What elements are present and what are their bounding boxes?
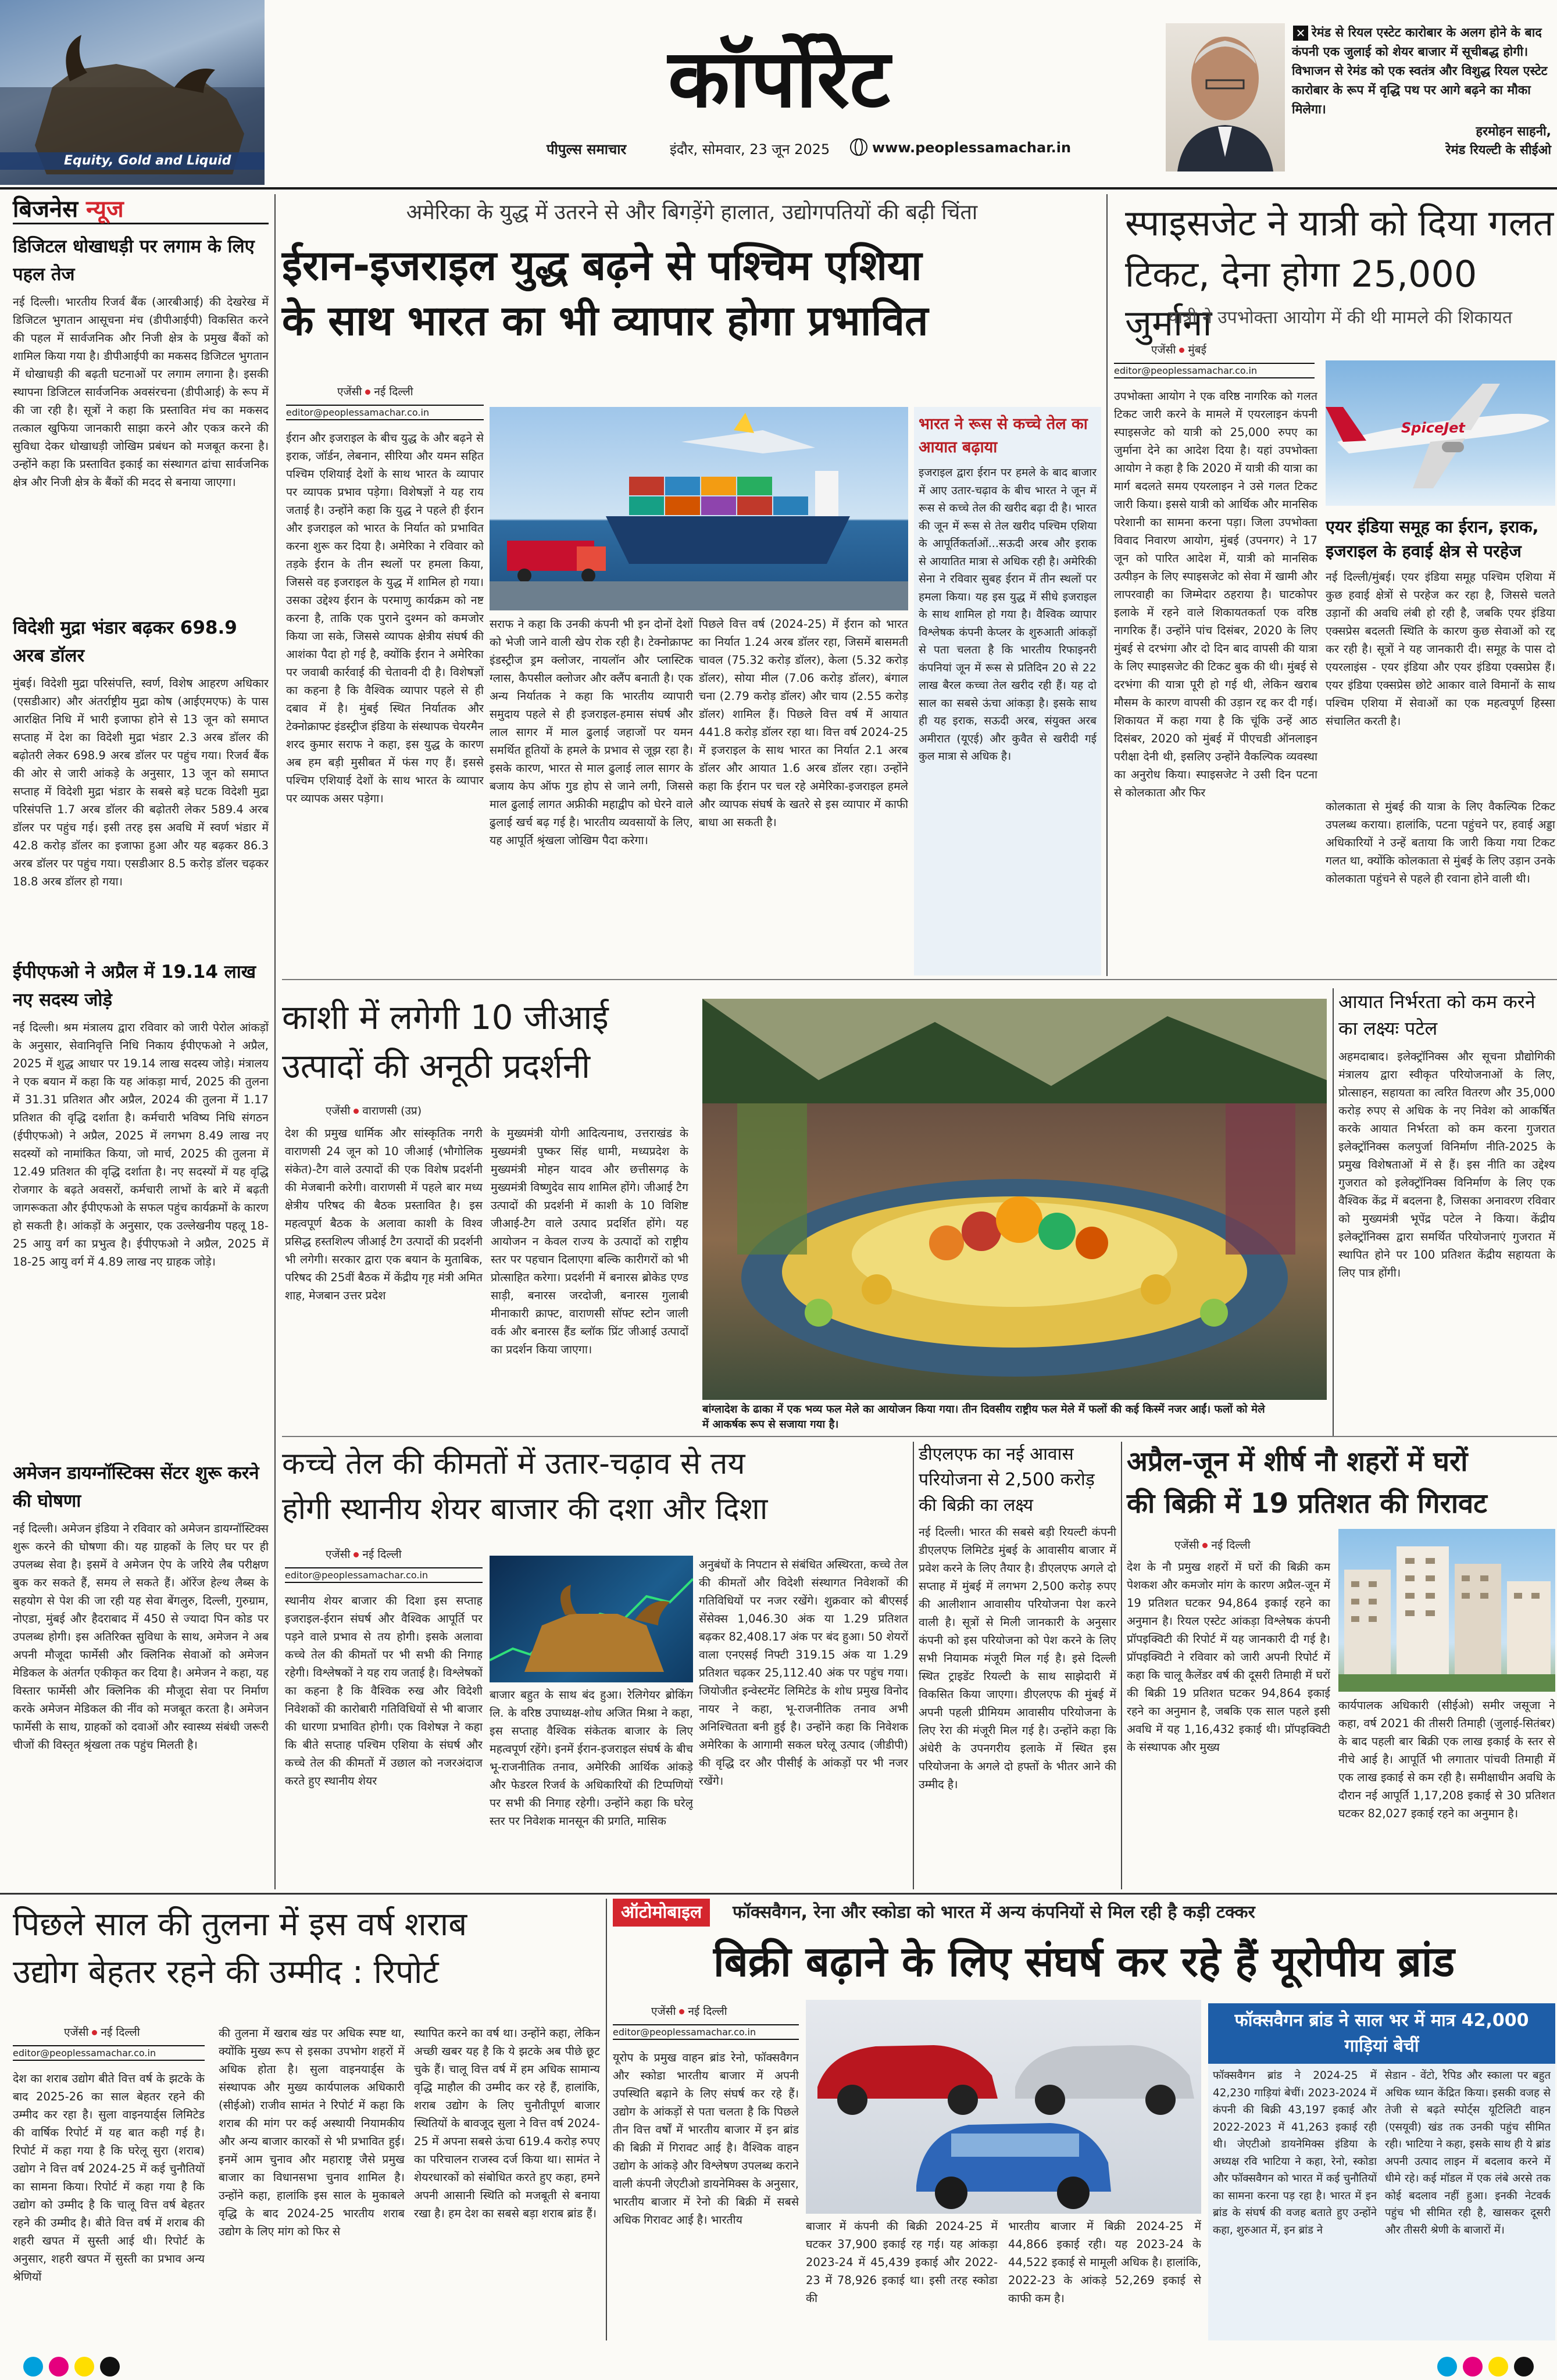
crude-col-1: स्थानीय शेयर बाजार की दिशा इस सप्ताह इजराइल-ईरान संघर्ष और वैश्विक आपूर्ति पर पड़ने वाले प्रभाव से तय होगी। इसके अलावा कच्चे तेल की कीमतों पर भी सभी की निगाह रहेगी। विश्लेषकों ने यह राय जताई है। विश्लेषकों का कहना है कि वैश्विक रुख और विदेशी निवेशकों की कारोबारी गतिविधियों से भी बाजार की धारणा प्रभावित होगी। एक विशेषज्ञ ने कहा कि बीते सप्ताह पश्चिम एशिया के संघर्ष और कच्चे तेल की कीमतों में उछाल को नजरअंदाज करते हुए स्थानीय शेयर [285, 1594, 483, 1788]
masthead-dateline: इंदौर, सोमवार, 23 जून 2025 [670, 141, 830, 158]
byline-agency: एजेंसी [326, 1548, 351, 1561]
registration-mark-icon [49, 2357, 69, 2377]
byline-city: वाराणसी (उप्र) [362, 1105, 422, 1117]
quote-author-name: हरमोहन साहनी, [1476, 124, 1551, 139]
liquor-byline [64, 2024, 140, 2039]
auto-section-tag: ऑटोमोबाइल [613, 1899, 710, 1927]
kashi-col-2: के मुख्यमंत्री योगी आदित्यनाथ, उत्तराखंड के मुख्यमंत्री पुष्कर सिंह धामी, मध्यप्रदेश के मुख्यमंत्री मोहन यादव और छत्तीसगढ़ के मुख्यमंत्री विष्णुदेव साय शामिल होंगे। जीआई टैग उत्पादों की प्रदर्शनी में काशी के 10 विशिष्ट जीआई-टैग वाले उत्पाद प्रदर्शित होंगे। यह आयोजन न केवल राज्य के उत्पादों को राष्ट्रीय स्तर पर पहचान दिलाएगा बल्कि कारीगरों को भी प्रोत्साहित करेगा। प्रदर्शनी में बनारस ब्रोकेड एण्ड साड़ी, बनारस जरदोजी, बनारस गुलाबी मीनाकारी क्राफ्ट, वाराणसी सॉफ्ट स्टोन जाली वर्क और बनारस हैंड ब्लॉक प्रिंट जीआई उत्पादों का प्रदर्शन किया जाएगा। [491, 1127, 688, 1356]
left-story-amazon-diagnostics [13, 1459, 269, 1889]
import-reliance-story [1338, 988, 1555, 1436]
market-bull-photo [0, 0, 265, 185]
registration-mark-icon [1514, 2357, 1534, 2377]
fruit-fair-photo [702, 999, 1327, 1400]
masthead-paper-name: पीपुल्स समाचार [547, 141, 627, 158]
fruit-fair-caption-line-1: बांग्लादेश के ढाका में एक भव्य फल मेले का आयोजन किया गया। तीन दिवसीय राष्ट्रीय फल मेले में फलों की कई किस्में नजर आईं। फलों को मेले [702, 1403, 1265, 1416]
buildings-illustration [1338, 1529, 1555, 1692]
upper-band-divider [282, 979, 1557, 980]
dlf-body: नई दिल्ली। भारत की सबसे बड़ी रियल्टी कंपनी डीएलएफ लिमिटेड मुंबई के आवासीय बाजार में प्रवेश करने के लिए तैयार है। डीएलएफ अगले दो सप्ताह में मुंबई में लगभग 2,500 करोड़ रुपए की आलीशान आवासीय परियोजना पेश करने वाली है। सूत्रों से मिली जानकारी के अनुसार कंपनी को इस परियोजना को पेश करने के लिए सभी नियामक मंजूरी मिल गई है। इसे दिल्ली स्थित ट्राइडेंट रियल्टी के साथ साझेदारी में विकसित किया जाएगा। डीएलएफ की मुंबई में अपनी पहली प्रीमियम आवासीय परियोजना के लिए रेरा की मंजूरी मिल गई है। उन्होंने कहा कि अंधेरी के उपनगरीय इलाके में स्थित इस परियोजना के अगले दो हफ्तों के भीतर आने की उम्मीद है। [919, 1525, 1116, 1791]
housing-col-2: कार्यपालक अधिकारी (सीईओ) समीर जसूजा ने कहा, वर्ष 2021 की तीसरी तिमाही (जुलाई-सितंबर) के बाद पहली बार बिक्री एक लाख इकाई के स्तर से नीचे आई है। आपूर्ति भी लगातार पांचवी तिमाही में एक लाख इकाई से कम रही है। समीक्षाधीन अवधि के दौरान नई आपूर्ति 1,17,208 इकाई से 30 प्रतिशत घटकर 82,027 इकाई रहने का अनुमान है। [1338, 1699, 1555, 1820]
lead-email[interactable]: editor@peoplessamachar.co.in [286, 405, 484, 420]
oil-box-body: इजराइल द्वारा ईरान पर हमले के बाद बाजार में आए उतार-चढ़ाव के बीच भारत ने जून में रूस से कच्चे तेल की खरीद बढ़ा दी है। भारत की जून में रूस से तेल खरीद पश्चिम एशिया के आपूर्तिकर्ताओं...सऊदी अरब और इराक से आयातित मात्रा से अधिक रही है। अमेरिकी सेना ने रविवार सुबह ईरान में तीन स्थलों पर हमला किया। यह इस युद्ध में सीधे इजराइल के साथ शामिल हो गया है। वैश्विक व्यापार विश्लेषक कंपनी केप्लर के शुरुआती आंकड़ों से पता चलता है कि भारतीय रिफाइनरी कंपनियां जून में रूस से प्रतिदिन 20 से 22 लाख बैरल कच्चा तेल खरीद रही हैं। यह दो साल का सबसे ऊंचा आंकड़ा है। इसके साथ ही यह इराक, सऊदी अरब, संयुक्त अरब अमीरात (यूएई) और कुवैत से खरीदी गई कुल मात्रा से अधिक है। [919, 466, 1097, 763]
spicejet-headline-line-2: टिकट, देना होगा 25,000 जुर्माना [1125, 253, 1477, 344]
bull-market-photo [490, 1556, 693, 1682]
lead-col-3: पिछले वित्त वर्ष (2024-25) में ईरान को भारत का निर्यात 1.24 अरब डॉलर रहा, जिसमें बासमती चावल (75.32 करोड़ डॉलर), केला (5.32 करोड़ डॉलर), सोया मील (7.06 करोड़ डॉलर), बंगाल चना (2.79 करोड़ डॉलर) और चाय (2.55 करोड़ डॉलर) शामिल हैं। पिछले वित्त वर्ष में आयात 441.8 करोड़ डॉलर रहा था। वित्त वर्ष 2024-25 में इजराइल के साथ भारत का निर्यात 2.1 अरब डॉलर और आयात 1.6 अरब डॉलर रहा। उन्होंने कहा कि ईरान पर चल रहे अमेरिका-इजराइल हमले और व्यापक संघर्ष के खतरे से इस व्यापार में काफी बाधा आ सकती है। [699, 617, 908, 829]
lead-headline-line-1: ईरान-इजराइल युद्ध बढ़ने से पश्चिम एशिया [282, 241, 922, 290]
crude-col-2: बाजार बहुत के साथ बंद हुआ। रेलिगेयर ब्रोकिंग लि. के वरिष्ठ उपाध्यक्ष-शोध अजित मिश्रा ने कहा, इस सप्ताह वैश्विक संकेतक बाजार के लिए महत्वपूर्ण रहेंगे। इनमें ईरान-इजराइल संघर्ष के बीच भू-राजनीतिक तनाव, अमेरिकी आर्थिक आंकड़े और फेडरल रिजर्व के अधिकारियों की टिप्पणियों पर सभी की निगाह रहेगी। उन्होंने कहा कि घरेलू स्तर पर निवेशक मानसून की प्रगति, मासिक [490, 1688, 693, 1828]
left-story-digital-fraud [13, 233, 269, 610]
byline-city: मुंबई [1188, 344, 1206, 356]
left-story-forex-reserves [13, 614, 269, 951]
lead-kicker: अमेरिका के युद्ध में उतरने से और बिगड़ेंगे हालात, उद्योगपतियों की बढ़ी चिंता [406, 201, 978, 224]
air-india-story [1326, 514, 1555, 794]
byline-city: नई दिल्ली [1211, 1539, 1251, 1552]
spicejet-col-2: कोलकाता से मुंबई की यात्रा के लिए वैकल्पिक टिकट उपलब्ध कराया। हालांकि, पटना पहुंचने पर, हवाई अड्डा अधिकारियों ने उन्हें बताया कि जारी किया गया टिकट गलत था, क्योंकि कोलकाता से मुंबई के लिए उड़ान उनके कोलकाता पहुंचने से पहले ही रवाना होने वाली थी। [1326, 800, 1555, 885]
kashi-right-divider [1333, 988, 1334, 1436]
byline-agency: एजेंसी [337, 385, 362, 398]
housing-col-1: देश के नौ प्रमुख शहरों में घरों की बिक्री कम पेशकश और कमजोर मांग के कारण अप्रैल-जून में 19 प्रतिशत घटकर 94,864 इकाई रहने का अनुमान है। रियल एस्टेट आंकड़ा विश्लेषक कंपनी प्रॉपइक्विटी की रिपोर्ट में यह जानकारी दी गई है। प्रॉपइक्विटी ने रविवार को जारी अपनी रिपोर्ट में कहा कि चालू कैलेंडर वर्ष की दूसरी तिमाही में घरों की बिक्री 19 प्रतिशत घटकर 94,864 इकाई रहने का अनुमान है, जबकि एक साल पहले इसी अवधि में यह 1,16,432 इकाई थी। प्रॉपइक्विटी के संस्थापक और मुख्य [1127, 1560, 1330, 1754]
masthead-divider [0, 187, 1557, 190]
auto-kicker: फॉक्सवैगन, रेना और स्कोडा को भारत में अन्य कंपनियों से मिल रही है कड़ी टक्कर [733, 1902, 1255, 1922]
dlf-headline: डीएलएफ का नई आवास परियोजना से 2,500 करोड़ की बिक्री का लक्ष्य [919, 1444, 1095, 1516]
plane-livery-text: SpiceJet [1401, 420, 1465, 436]
dlf-story [919, 1442, 1116, 1889]
byline-dot-icon [92, 2030, 97, 2035]
fruit-fair-caption-line-2: में आकर्षक रूप से सजाया गया है। [702, 1418, 839, 1431]
story-body: नई दिल्ली। भारतीय रिजर्व बैंक (आरबीआई) की देखरेख में डिजिटल भुगतान आसूचना मंच (डीपीआईपी) विकसित करने की पहल में सार्वजनिक और निजी क्षेत्र के प्रमुख बैंकों को शामिल किया गया है। डीपीआईपी का मकसद डिजिटल भुगतान में धोखाधड़ी की बढ़ती घटनाओं पर लगाम लगाना है। इसकी स्थापना डिजिटल सार्वजनिक अवसंरचना (डीपीआई) के रूप में की जा रही है। सूत्रों ने कहा कि प्रस्तावित मंच का मकसद तत्काल खुफिया जानकारी साझा करने और एकत्र करने की सुविधा देकर धोखाधड़ी जोखिम प्रबंधन को मजबूत करना है। उन्होंने कहा कि प्रस्तावित इकाई का संस्थागत ढांचा सार्वजनिक क्षेत्र और निजी क्षेत्र के बैंकों की मदद से बनाया जाएगा। [13, 295, 269, 489]
cars-photo [806, 2000, 1201, 2214]
auto-col-3: भारतीय बाजार में बिक्री 2024-25 में 44,866 इकाई रही। यह 2023-24 के 44,522 इकाई से मामूली अधिक है। हालांकि, 2022-23 के आंकड़े 52,269 इकाई से काफी कम है। [1008, 2220, 1201, 2305]
housing-headline-line-1: अप्रैल-जून में शीर्ष नौ शहरों में घरों [1127, 1446, 1468, 1478]
russia-oil-box [914, 407, 1101, 975]
lower-band-divider [0, 1893, 1557, 1895]
oil-box-headline: भारत ने रूस से कच्चे तेल का आयात बढ़ाया [919, 415, 1088, 456]
byline-agency: एजेंसी [1174, 1539, 1199, 1552]
auto-col-2: बाजार में कंपनी की बिक्री 2024-25 में घटकर 37,900 इकाई रह गई। यह आंकड़ा 2023-24 में 45,439 इकाई और 2022-23 में 78,926 इकाई था। इसी तरह स्कोडा की [806, 2220, 998, 2305]
byline-city: नई दिल्ली [374, 385, 413, 398]
air-india-headline: एयर इंडिया समूह का ईरान, इराक, इजराइल के हवाई क्षेत्र से परहेज [1326, 517, 1539, 561]
left-column-divider [274, 194, 276, 1889]
housing-headline-line-2: की बिक्री में 19 प्रतिशत की गिरावट [1127, 1488, 1487, 1520]
masthead-title: कॉर्पोरेट [668, 31, 890, 126]
globe-icon [850, 138, 867, 156]
center-right-divider [1106, 194, 1108, 976]
byline-dot-icon [365, 389, 370, 395]
apartments-photo [1338, 1529, 1555, 1692]
story-headline: विदेशी मुद्रा भंडार बढ़कर 698.9 अरब डॉलर [13, 617, 237, 666]
story-body: मुंबई। विदेशी मुद्रा परिसंपत्ति, स्वर्ण, विशेष आहरण अधिकार (एसडीआर) और अंतर्राष्ट्रीय मुद्रा कोष (आईएमएफ) के पास आरक्षित निधि में भारी इजाफा होने से 13 जून को समाप्त सप्ताह में देश का विदेशी मुद्रा भंडार 2.3 अरब डॉलर की बढ़ोतरी लेकर 698.9 अरब डॉलर पर पहुंच गया। रिजर्व बैंक की ओर से जारी आंकड़े के अनुसार, 13 जून को समाप्त सप्ताह में विदेशी मुद्रा भंडार के सबसे बड़े घटक विदेशी मुद्रा परिसंपत्ति 1.7 अरब डॉलर की बढ़ोतरी लेकर 589.4 अरब डॉलर पर पहुंच गई। इसी तरह इस अवधि में स्वर्ण भंडार में 42.8 करोड़ डॉलर का इजाफा हुआ और यह बढ़कर 86.3 अरब डॉलर पर पहुंच गया। एसडीआर 8.5 करोड़ डॉलर चढ़कर 18.8 अरब डॉलर हो गया। [13, 677, 269, 888]
spicejet-byline [1151, 342, 1206, 357]
kashi-headline-line-2: उत्पादों की अनूठी प्रदर्शनी [282, 1046, 591, 1086]
cars-illustration [806, 2000, 1201, 2214]
liquor-headline-line-1: पिछले साल की तुलना में इस वर्ष शराब [13, 1906, 467, 1943]
left-story-epfo [13, 958, 269, 1456]
import-reliance-body: अहमदाबाद। इलेक्ट्रॉनिक्स और सूचना प्रौद्योगिकी मंत्रालय द्वारा स्वीकृत परियोजनाओं के लिए, प्रोत्साहन, सहायता का त्वरित वितरण और 35,000 करोड़ रुपए से अधिक के नए निवेश को आकर्षित करके आयात निर्भरता को कम करना गुजरात इलेक्ट्रॉनिक्स कलपुर्जा विनिर्माण नीति-2025 के प्रमुख विशेषताओं में से हैं। इस नीति का उद्देश्य गुजरात को इलेक्ट्रॉनिक्स विनिर्माण के लिए एक वैश्विक केंद्र में बदलना है, जिसका अनावरण रविवार को मुख्यमंत्री भूपेंद्र पटेल ने किया। केंद्रीय इलेक्ट्रॉनिक्स द्वारा समर्थित परियोजनाएं गुजरात में स्थापित होने पर 100 प्रतिशत केंद्रीय सहायता के लिए पात्र होंगी। [1338, 1050, 1555, 1280]
registration-mark-icon [1463, 2357, 1483, 2377]
story-headline: डिजिटल धोखाधड़ी पर लगाम के लिए पहल तेज [13, 236, 255, 285]
registration-mark-icon [1488, 2357, 1508, 2377]
byline-dot-icon [353, 1109, 359, 1114]
dlf-right-divider [1121, 1442, 1122, 1889]
registration-mark-icon [1437, 2357, 1457, 2377]
story-headline: ईपीएफओ ने अप्रैल में 19.14 लाख नए सदस्य जोड़े [13, 962, 256, 1010]
liquor-right-divider [606, 1899, 607, 2340]
byline-agency: एजेंसी [1151, 344, 1176, 356]
byline-agency: एजेंसी [326, 1105, 351, 1117]
air-india-body: नई दिल्ली/मुंबई। एयर इंडिया समूह पश्चिम एशिया में कुछ हवाई क्षेत्रों से परहेज कर रहा है, जिससे चलते उड़ानों की अवधि लंबी हो रही है, जबकि एयर इंडिया एक्सप्रेस बदलती स्थिति के कारण कुछ सेवाओं को रद्द कर रही है। सूत्रों ने यह जानकारी दी। समूह के पास दो एयरलाइंस - एयर इंडिया और एयर इंडिया एक्सप्रेस हैं। एयर इंडिया एक्सप्रेस छोटे आकार वाले विमानों के साथ पश्चिम एशिया में सेवाओं का एक महत्वपूर्ण हिस्सा संचालित करती है। [1326, 570, 1555, 728]
lead-byline [337, 384, 413, 399]
x-social-icon: ✕ [1293, 26, 1308, 41]
byline-city: नई दिल्ली [688, 2005, 727, 2018]
registration-mark-icon [23, 2357, 43, 2377]
auto-byline [651, 2003, 727, 2018]
byline-agency: एजेंसी [651, 2005, 676, 2018]
registration-mark-icon [100, 2357, 120, 2377]
quote-author-role: रेमंड रियल्टी के सीईओ [1445, 143, 1551, 158]
auto-headline: बिक्री बढ़ाने के लिए संघर्ष कर रहे हैं यूरोपीय ब्रांड [713, 1937, 1455, 1986]
volkswagen-box-headline: फॉक्सवैगन ब्रांड ने साल भर में मात्र 42,000 गाड़ियां बेचीं [1208, 2003, 1555, 2064]
registration-mark-icon [74, 2357, 94, 2377]
liquor-headline-line-2: उद्योग बेहतर रहने की उम्मीद : रिपोर्ट [13, 1953, 439, 1991]
spicejet-plane-photo [1326, 360, 1555, 506]
liquor-col-3: स्थापित करने का वर्ष था। उन्होंने कहा, लेकिन अच्छी खबर यह है कि ये झटके अब पीछे छूट चुके हैं। चालू वित्त वर्ष में हम अधिक सामान्य वृद्धि माहौल की उम्मीद कर रहे हैं, हालांकि, शराब उद्योग के लिए चुनौतीपूर्ण बाजार स्थितियों के बावजूद सुला ने वित्त वर्ष 2024-25 में अपना सबसे ऊंचा 619.4 करोड़ रुपए का परिचालन राजस्व दर्ज किया था। सामंत ने शेयरधारकों को संबोधित करते हुए कहा, हमने अपनी आसानी स्थिति को मजबूती से बनाया रखा है। हम देश का सबसे बड़ा शराब ब्रांड हैं। [414, 2027, 600, 2220]
liquor-col-2: की तुलना में खराब खंड पर अधिक स्पष्ट था, क्योंकि मुख्य रूप से इसका उपभोग शहरों में अधिक होता है। सुला वाइनयार्ड्स के संस्थापक और मुख्य कार्यपालक अधिकारी (सीईओ) राजीव सामंत ने रिपोर्ट में कहा कि शराब की मांग पर कई अस्थायी नियामकीय और अन्य बाजार कारकों से भी प्रभावित हुई। इनमें आम चुनाव और महाराष्ट्र जैसे प्रमुख बाजार का विधानसभा चुनाव शामिल है। उन्होंने कहा, हालांकि इस साल के मुकाबले वृद्धि के बाद 2024-25 भारतीय शराब उद्योग के लिए मांग को फिर से [219, 2027, 405, 2238]
lead-col-1: ईरान और इजराइल के बीच युद्ध के और बढ़ने से इराक, जॉर्डन, लेबनान, सीरिया और यमन सहित पश्चिम एशियाई देशों के साथ भारत के व्यापार पर व्यापक प्रभाव पड़ेगा। विशेषज्ञों ने यह राय जताई है। उन्होंने कहा कि युद्ध ने पहले ही ईरान और इजराइल को भारत के निर्यात को प्रभावित करना शुरू कर दिया है। अमेरिका ने रविवार को तड़के ईरान के तीन स्थलों पर हमला किया, जिससे वह इजराइल के युद्ध में शामिल हो गया। उसका उद्देश्य ईरान के परमाणु कार्यक्रम को नष्ट करना है, ताकि एक पुराने दुश्मन को कमजोर किया जा सके, जिससे व्यापक क्षेत्रीय संघर्ष की आशंका पैदा हो गई है, क्योंकि ईरान ने अमेरिका पर जवाबी कार्रवाई की चेतावनी दी है। विशेषज्ञों का कहना है कि वैश्विक व्यापार पहले से ही दबाव में है। मुंबई स्थित निर्यातक और टेक्नोक्राफ्ट इंडस्ट्रीज इंडिया के संस्थापक चेयरमैन शरद कुमार सराफ ने कहा, इस युद्ध के कारण अब हम बड़ी मुसीबत में फंस गए हैं। इससे पश्चिम एशियाई देशों के साथ भारत के व्यापार पर व्यापक असर पड़ेगा। [286, 431, 484, 805]
kashi-col-1: देश की प्रमुख धार्मिक और सांस्कृतिक नगरी वाराणसी 24 जून को 10 जीआई (भौगोलिक संकेत)-टैग वाले उत्पादों की एक विशेष प्रदर्शनी की मेजबानी करेगी। वाराणसी में पहले बार मध्य क्षेत्रीय परिषद की बैठक प्रस्तावित है। इस महत्वपूर्ण बैठक के अलावा काशी के विश्व प्रसिद्ध हस्तशिल्प जीआई टैग उत्पादों की प्रदर्शनी भी लगेगी। सरकार द्वारा एक बयान के मुताबिक, परिषद की 25वीं बैठक में केंद्रीय गृह मंत्री अमित शाह, मेजबान उत्तर प्रदेश [285, 1127, 483, 1302]
story-headline: अमेजन डायग्नॉस्टिक्स सेंटर शुरू करने की घोषणा [13, 1463, 259, 1511]
spicejet-email[interactable]: editor@peoplessamachar.co.in [1114, 363, 1315, 378]
lead-col-2: सराफ ने कहा कि उनकी कंपनी भी इन दोनों देशों को भेजी जाने वाली खेप रोक रही है। टेक्नोक्राफ्ट इंडस्ट्रीज ड्रम क्लोजर, नायलॉन और प्लास्टिक ग्लास, कैपसील क्लोजर और क्लैंप बनाती है। एक अन्य निर्यातक ने कहा कि भारतीय व्यापारी समुदाय पहले से ही इजराइल-हमास संघर्ष और लाल सागर में माल ढुलाई जहाजों पर यमन समर्थित हूतियों के हमले के प्रभाव से जूझ रहा है। इसके कारण, भारत से माल ढुलाई लाल सागर के बजाय केप ऑफ गुड होप से जाने लगी, जिससे माल ढुलाई लागत अफ्रीकी महाद्वीप को घेरने वाले ढुलाई खर्च बढ़ गई है। भारतीय व्यवसायों के लिए, यह आपूर्ति श्रृंखला जोखिम पैदा करेगा। [490, 617, 693, 847]
section-label-business-news [13, 192, 269, 224]
section-label-part-b: न्यूज [78, 196, 124, 223]
spicejet-col-1: उपभोक्ता आयोग ने एक वरिष्ठ नागरिक को गलत टिकट जारी करने के मामले में एयरलाइन कंपनी स्पाइसजेट को यात्री को 25,000 रुपए का जुर्माना देने का आदेश दिया है। यहां उपभोक्ता आयोग ने कहा है कि 2020 में यात्री की यात्रा का मार्ग बदलते समय एयरलाइन ने उसे गलत टिकट जारी किया। इससे यात्री को आर्थिक और मानसिक परेशानी का सामना करना पड़ा। जिला उपभोक्ता विवाद निवारण आयोग, मुंबई (उपनगर) ने 17 जून को पारित आदेश में, यात्री को मानसिक उत्पीड़न के लिए स्पाइसजेट को सेवा में खामी और लापरवाही का जिम्मेदार ठहराया है। घाटकोपर इलाके में रहने वाले शिकायतकर्ता एक वरिष्ठ नागरिक हैं। उन्होंने पांच दिसंबर, 2020 के लिए मुंबई से दरभंगा और दो दिन बाद वापसी की यात्रा के लिए स्पाइसजेट की टिकट बुक की थी। मुंबई से दरभंगा की यात्रा पूरी हो गई थी, लेकिन खराब मौसम के कारण वापसी की उड़ान रद्द कर दी गई। शिकायत में कहा गया है कि चूंकि उन्हें आठ दिसंबर, 2020 को मुंबई में पीएचडी ऑनलाइन परीक्षा देनी थी, इसलिए उन्होंने वैकल्पिक व्यवस्था का अनुरोध किया। स्पाइसजेट ने उसी दिन पटना से कोलकाता और फिर [1114, 389, 1317, 799]
byline-agency: एजेंसी [64, 2026, 89, 2039]
volkswagen-box [1208, 2003, 1555, 2340]
auto-col-1: यूरोप के प्रमुख वाहन ब्रांड रेनो, फॉक्सवैगन और स्कोडा भारतीय बाजार में अपनी उपस्थिति बढ़ाने के लिए संघर्ष कर रहे हैं। उद्योग के आंकड़ों से पता चलता है कि पिछले तीन वित्त वर्षों में भारतीय बाजार में इन ब्रांड की बिक्री में गिरावट आई है। वैश्विक वाहन उद्योग के आंकड़े और विश्लेषण उपलब्ध कराने वाली कंपनी जेएटीओ डायनेमिक्स के अनुसार, भारतीय बाजार में रेनो की बिक्री में सबसे अधिक गिरावट आई है। भारतीय [613, 2051, 799, 2227]
cargo-ship-photo [490, 407, 908, 610]
quote-person-photo [1166, 23, 1285, 171]
byline-city: नई दिल्ली [362, 1548, 402, 1561]
person-portrait [1166, 23, 1285, 171]
byline-dot-icon [1179, 348, 1184, 353]
liquor-email[interactable]: editor@peoplessamachar.co.in [13, 2045, 205, 2061]
volkswagen-box-col-1: फॉक्सवैगन ब्रांड ने 2024-25 में 42,230 गाड़ियां बेचीं। 2023-2024 में कंपनी की बिक्री 43,197 इकाई और 2022-2023 में 41,263 इकाई रही थी। जेएटीओ डायनेमिक्स इंडिया के अध्यक्ष रवि भाटिया ने कहा, रेनो, स्कोडा और फॉक्सवैगन को भारत में कई चुनौतियों का सामना करना पड़ रहा है। भारत में इन ब्रांड के संघर्ष की वजह बताते हुए उन्होंने कहा, शुरुआत में, इन ब्रांड ने [1213, 2070, 1377, 2236]
crude-headline-line-1: कच्चे तेल की कीमतों में उतार-चढ़ाव से तय [282, 1446, 745, 1481]
bull-photo-caption: Equity, Gold and Liquid [64, 153, 231, 168]
auto-email[interactable]: editor@peoplessamachar.co.in [613, 2024, 799, 2040]
byline-city: नई दिल्ली [101, 2026, 140, 2039]
fruit-display-illustration [702, 999, 1327, 1400]
kashi-byline [326, 1103, 422, 1118]
masthead-website[interactable]: www.peoplessamachar.in [872, 140, 1072, 156]
liquor-col-1: देश का शराब उद्योग बीते वित्त वर्ष के झटके के बाद 2025-26 का साल बेहतर रहने की उम्मीद कर रहा है। सुला वाइनयार्ड्स लिमिटेड की वार्षिक रिपोर्ट में यह बात कही गई है। रिपोर्ट में कहा गया है कि घरेलू सुरा (शराब) उद्योग ने वित्त वर्ष 2024-25 में कई चुनौतियों का सामना किया। रिपोर्ट में कहा गया है कि उद्योग को उम्मीद है कि चालू वित्त वर्ष बेहतर रहने की उम्मीद है। बीते वित्त वर्ष में शराब की शहरी खपत में सुस्ती आई थी। रिपोर्ट के अनुसार, शहरी खपत में सुस्ती का प्रभाव अन्य श्रेणियों [13, 2072, 205, 2283]
spicejet-headline-line-1: स्पाइसजेट ने यात्री को दिया गलत [1125, 202, 1554, 244]
crude-byline [326, 1546, 402, 1561]
middle-band-divider [282, 1436, 1557, 1437]
crude-email[interactable]: editor@peoplessamachar.co.in [285, 1567, 483, 1583]
section-label-part-a: बिजनेस [13, 196, 78, 223]
crude-right-divider [913, 1442, 914, 1889]
byline-dot-icon [353, 1552, 359, 1557]
byline-dot-icon [679, 2009, 684, 2014]
crude-col-3: अनुबंधों के निपटान से संबंधित अस्थिरता, कच्चे तेल की कीमतों और विदेशी संस्थागत निवेशकों की गतिविधियों पर नजर रखेंगे। शुक्रवार को बीएसई सेंसेक्स 1,046.30 अंक या 1.29 प्रतिशत बढ़कर 82,408.17 अंक पर बंद हुआ। 50 शेयरों वाला एनएसई निफ्टी 319.15 अंक या 1.29 प्रतिशत चढ़कर 25,112.40 अंक पर पहुंच गया। जियोजीत इन्वेस्टमेंट लिमिटेड के शोध प्रमुख विनोद नायर ने कहा, भू-राजनीतिक तनाव अभी अनिश्चितता बनी हुई है। उन्होंने कहा कि निवेशक अमेरिका के आगामी सकल घरेलू उत्पाद (जीडीपी) की वृद्धि दर और पीसीई के आंकड़ों पर भी नजर रखेंगे। [699, 1558, 908, 1788]
story-body: नई दिल्ली। अमेजन इंडिया ने रविवार को अमेजन डायग्नॉस्टिक्स शुरू करने की घोषणा की। यह ग्राहकों के लिए घर पर ही उपलब्ध सेवा है। इसमें वे अमेजन ऐप के जरिये लैब परीक्षण बुक कर सकते हैं, समय ले सकते हैं। ऑरेंज हेल्थ लैब्स के सहयोग से पेश की जा रही यह सेवा बेंगलुरु, दिल्ली, गुरुग्राम, नोएडा, मुंबई और हैदराबाद में 450 से ज्यादा पिन कोड पर उपलब्ध होगी। इस अतिरिक्त सुविधा के साथ, अमेजन ने अब अपनी मौजूदा फार्मेसी और क्लिनिक सेवाओं को अमेजन मेडिकल के अंतर्गत एकीकृत कर दिया है। अमेजन ने कहा, यह विस्तार फार्मेसी और क्लिनिक की मौजूदा सेवा पर निर्माण करके अमेजन मेडिकल की नींव को मजबूत करता है। अमेजन फार्मेसी के साथ, ग्राहकों को दवाओं और स्वास्थ्य संबंधी जरूरी चीजों की विस्तृत श्रृंखला तक पहुंच मिलती है। [13, 1522, 269, 1752]
spicejet-deck: यात्री ने उपभोक्ता आयोग में की थी मामले की शिकायत [1168, 308, 1512, 328]
lead-headline-line-2: के साथ भारत का भी व्यापार होगा प्रभावित [282, 296, 929, 345]
import-reliance-headline: आयात निर्भरता को कम करने का लक्ष्यः पटेल [1338, 991, 1535, 1039]
kashi-headline-line-1: काशी में लगेगी 10 जीआई [282, 998, 609, 1037]
quote-text: रेमंड से रियल एस्टेट कारोबार के अलग होने के बाद कंपनी एक जुलाई को शेयर बाजार में सूचीबद्ध होगी। विभाजन से रेमंड को एक स्वतंत्र और विशुद्ध रियल एस्टेट कारोबार के रूप में वृद्धि पथ पर आगे बढ़ने का मौका मिलेगा। [1292, 26, 1548, 117]
cargo-logistics-illustration [490, 407, 908, 610]
volkswagen-box-col-2: सेडान - वेंटो, रैपिड और स्काला पर बहुत अधिक ध्यान केंद्रित किया। इसकी वजह से तेजी से बढ़ते स्पोर्ट्स यूटिलिटी वाहन (एसयूवी) खंड तक उनकी पहुंच सीमित रही। भाटिया ने कहा, इसके साथ ही ये ब्रांड अपनी उत्पाद लाइन में बदलाव करने में धीमे रहे। कई मॉडल में एक लंबे अरसे तक कोई बदलाव नहीं हुआ। इनकी नेटवर्क पहुंच भी सीमित रही है, खासकर दूसरी और तीसरी श्रेणी के बाजारों में। [1385, 2070, 1551, 2236]
housing-byline [1174, 1537, 1251, 1552]
story-body: नई दिल्ली। श्रम मंत्रालय द्वारा रविवार को जारी पेरोल आंकड़ों के अनुसार, सेवानिवृत्ति निधि निकाय ईपीएफओ ने अप्रैल, 2025 में शुद्ध आधार पर 19.14 लाख सदस्य जोड़े। मंत्रालय ने एक बयान में कहा कि यह आंकड़ा मार्च, 2025 की तुलना में 31.31 प्रतिशत और अप्रैल, 2024 की तुलना में 1.17 प्रतिशत की वृद्धि दर्शाता है। कर्मचारी भविष्य निधि संगठन (ईपीएफओ) ने अप्रैल, 2025 में लगभग 8.49 लाख नए सदस्यों को नामांकित किया, जो मार्च, 2025 की तुलना में 12.49 प्रतिशत की वृद्धि दर्शाता है। नए सदस्यों में यह वृद्धि रोजगार के बढ़ते अवसरों, कर्मचारी लाभों के बारे में बढ़ती जागरूकता और ईपीएफओ के सफल पहुंच कार्यक्रमों के कारण हो सकती है। आंकड़ों के अनुसार, एक उल्लेखनीय पहलू 18-25 आयु वर्ग का प्रभुत्व है। ईपीएफओ ने अप्रैल, 2025 में 18-25 आयु वर्ग में 4.89 लाख नए ग्राहक जोड़े। [13, 1021, 269, 1268]
byline-dot-icon [1202, 1543, 1208, 1548]
crude-headline-line-2: होगी स्थानीय शेयर बाजार की दशा और दिशा [282, 1492, 768, 1527]
bull-chart-illustration [490, 1556, 693, 1682]
